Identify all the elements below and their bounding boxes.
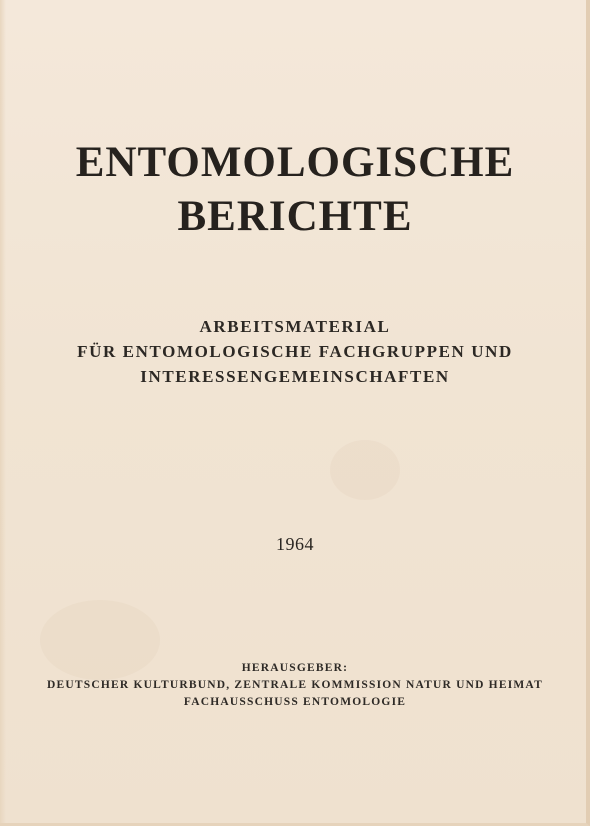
title-line-1: ENTOMOLOGISCHE [75,139,515,186]
publisher-label: HERAUSGEBER: [241,662,349,674]
subtitle-line-3: INTERESSENGEMEINSCHAFTEN [140,367,450,386]
publisher-line-2: FACHAUSSCHUSS ENTOMOLOGIE [183,696,407,708]
publisher-line-1: DEUTSCHER KULTURBUND, ZENTRALE KOMMISSION NATUR UND HEIMAT [47,679,543,691]
subtitle-line-2: FÜR ENTOMOLOGISCHE FACHGRUPPEN UND [77,342,513,361]
paper-stain [330,440,400,500]
publisher-block [0,660,590,711]
publication-year: 1964 [276,534,314,554]
subtitle-line-1: ARBEITSMATERIAL [199,317,391,336]
journal-subtitle [0,314,590,389]
journal-title [0,136,590,244]
title-line-2: BERICHTE [177,193,413,240]
